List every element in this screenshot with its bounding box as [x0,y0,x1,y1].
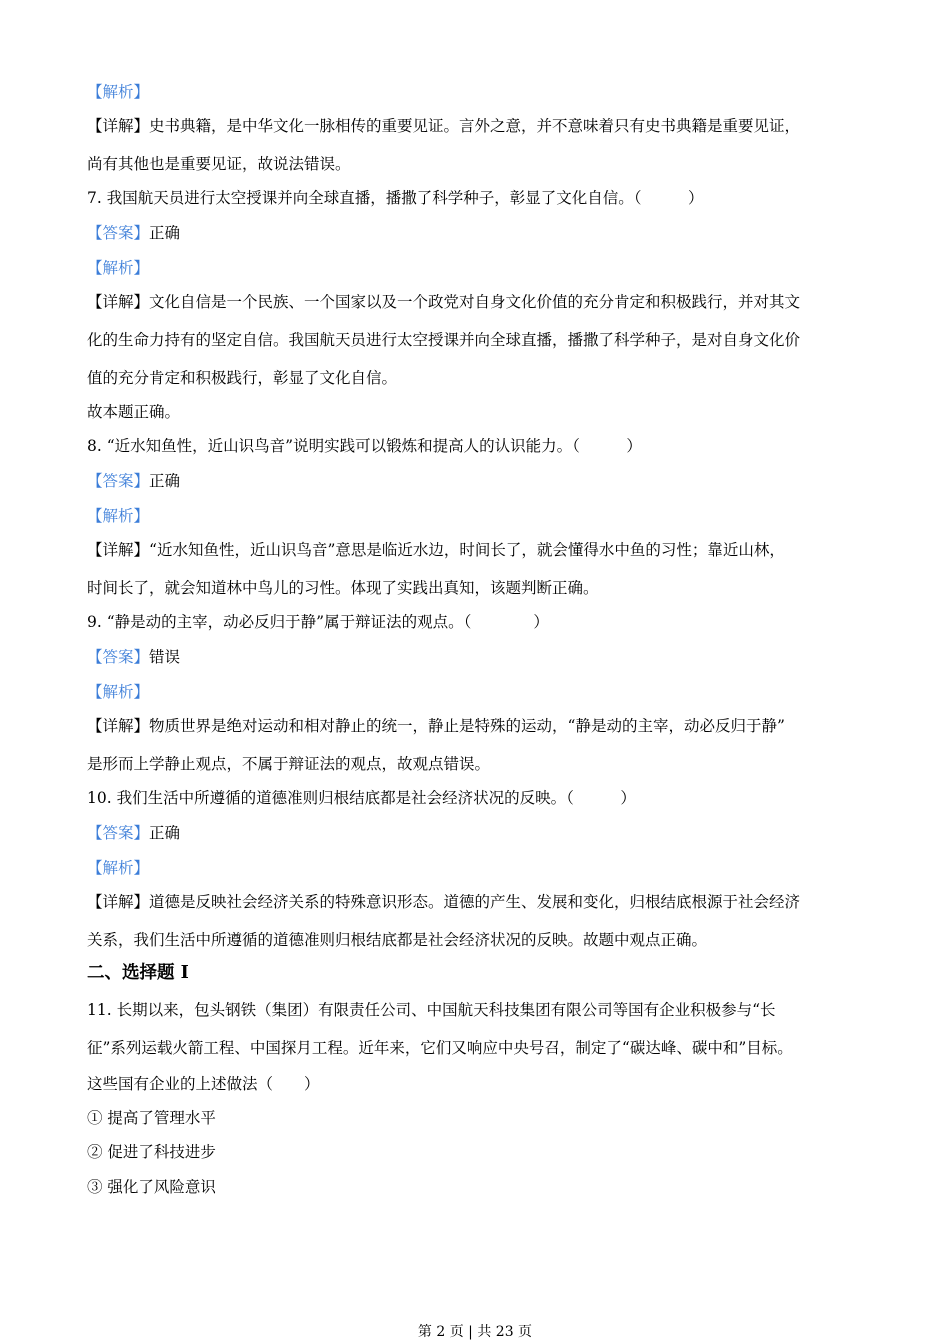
q9-answer: 【答案】错误 [87,648,181,666]
answer-tag: 【答案】 [87,224,150,242]
q9-analysis-tag: 【解析】 [87,683,150,701]
q9-detail-tag: 【详解】 [87,717,150,735]
q10-detail-line-2: 关系，我们生活中所遵循的道德准则归根结底都是社会经济状况的反映。故题中观点正确。 [87,931,708,949]
q11-option-2: ② 促进了科技进步 [87,1143,216,1161]
q10-detail-line-1: 【详解】道德是反映社会经济关系的特殊意识形态。道德的产生、发展和变化，归根结底根源于社会经济 [87,893,801,911]
q7-detail-line-1: 【详解】文化自信是一个民族、一个国家以及一个政党对自身文化价值的充分肯定和积极践行，并对其文 [87,293,801,311]
q8-analysis-tag: 【解析】 [87,507,150,525]
answer-tag: 【答案】 [87,472,150,490]
q7-analysis-tag: 【解析】 [87,259,150,277]
q11-line-1: 11. 长期以来，包头钢铁（集团）有限责任公司、中国航天科技集团有限公司等国有企业积极参与“长 [87,1001,776,1019]
q8-detail-tag: 【详解】 [87,541,150,559]
q8-question: 8. “近水知鱼性，近山识鸟音”说明实践可以锻炼和提高人的认识能力。（ ） [87,437,642,455]
answer-tag: 【答案】 [87,648,150,666]
q11-line-2: 征”系列运载火箭工程、中国探月工程。近年来，它们又响应中央号召，制定了“碳达峰、碳中和”目标。 [87,1039,793,1057]
q10-analysis-tag: 【解析】 [87,859,150,877]
q7-detail-tag: 【详解】 [87,293,150,311]
q6-detail-line-1: 【详解】史书典籍，是中华文化一脉相传的重要见证。言外之意，并不意味着只有史书典籍是重要见证， [87,117,801,135]
q11-option-1: ① 提高了管理水平 [87,1109,216,1127]
q11-option-3: ③ 强化了风险意识 [87,1178,216,1196]
q7-detail-line-2: 化的生命力持有的坚定自信。我国航天员进行太空授课并向全球直播，播撒了科学种子，是对自身文化价 [87,331,801,349]
q8-answer: 【答案】正确 [87,472,181,490]
q8-detail-line-2: 时间长了，就会知道林中鸟儿的习性。体现了实践出真知，该题判断正确。 [87,579,599,597]
q10-answer: 【答案】正确 [87,824,181,842]
q9-question: 9. “静是动的主宰，动必反归于静”属于辩证法的观点。（ ） [87,613,549,631]
q7-detail-line-3: 值的充分肯定和积极践行，彰显了文化自信。 [87,369,398,387]
q6-detail-tag: 【详解】 [87,117,150,135]
q9-detail-line-2: 是形而上学静止观点，不属于辩证法的观点，故观点错误。 [87,755,491,773]
q8-detail-line-1: 【详解】“近水知鱼性，近山识鸟音”意思是临近水边，时间长了，就会懂得水中鱼的习性；靠近山林， [87,541,785,559]
q10-question: 10. 我们生活中所遵循的道德准则归根结底都是社会经济状况的反映。（ ） [87,789,636,807]
q11-line-3: 这些国有企业的上述做法（ ） [87,1075,320,1093]
answer-tag: 【答案】 [87,824,150,842]
page-footer: 第 2 页 | 共 23 页 [417,1324,533,1340]
q7-question: 7. 我国航天员进行太空授课并向全球直播，播撒了科学种子，彰显了文化自信。（ ） [87,189,704,207]
q6-analysis-tag: 【解析】 [87,83,150,101]
section-heading: 二、选择题 I [87,963,189,983]
q6-detail-line-2: 尚有其他也是重要见证，故说法错误。 [87,155,351,173]
q7-detail-line-4: 故本题正确。 [87,403,181,421]
q10-detail-tag: 【详解】 [87,893,150,911]
q7-answer: 【答案】正确 [87,224,181,242]
q9-detail-line-1: 【详解】物质世界是绝对运动和相对静止的统一，静止是特殊的运动，“静是动的主宰，动必反归于静” [87,717,785,735]
